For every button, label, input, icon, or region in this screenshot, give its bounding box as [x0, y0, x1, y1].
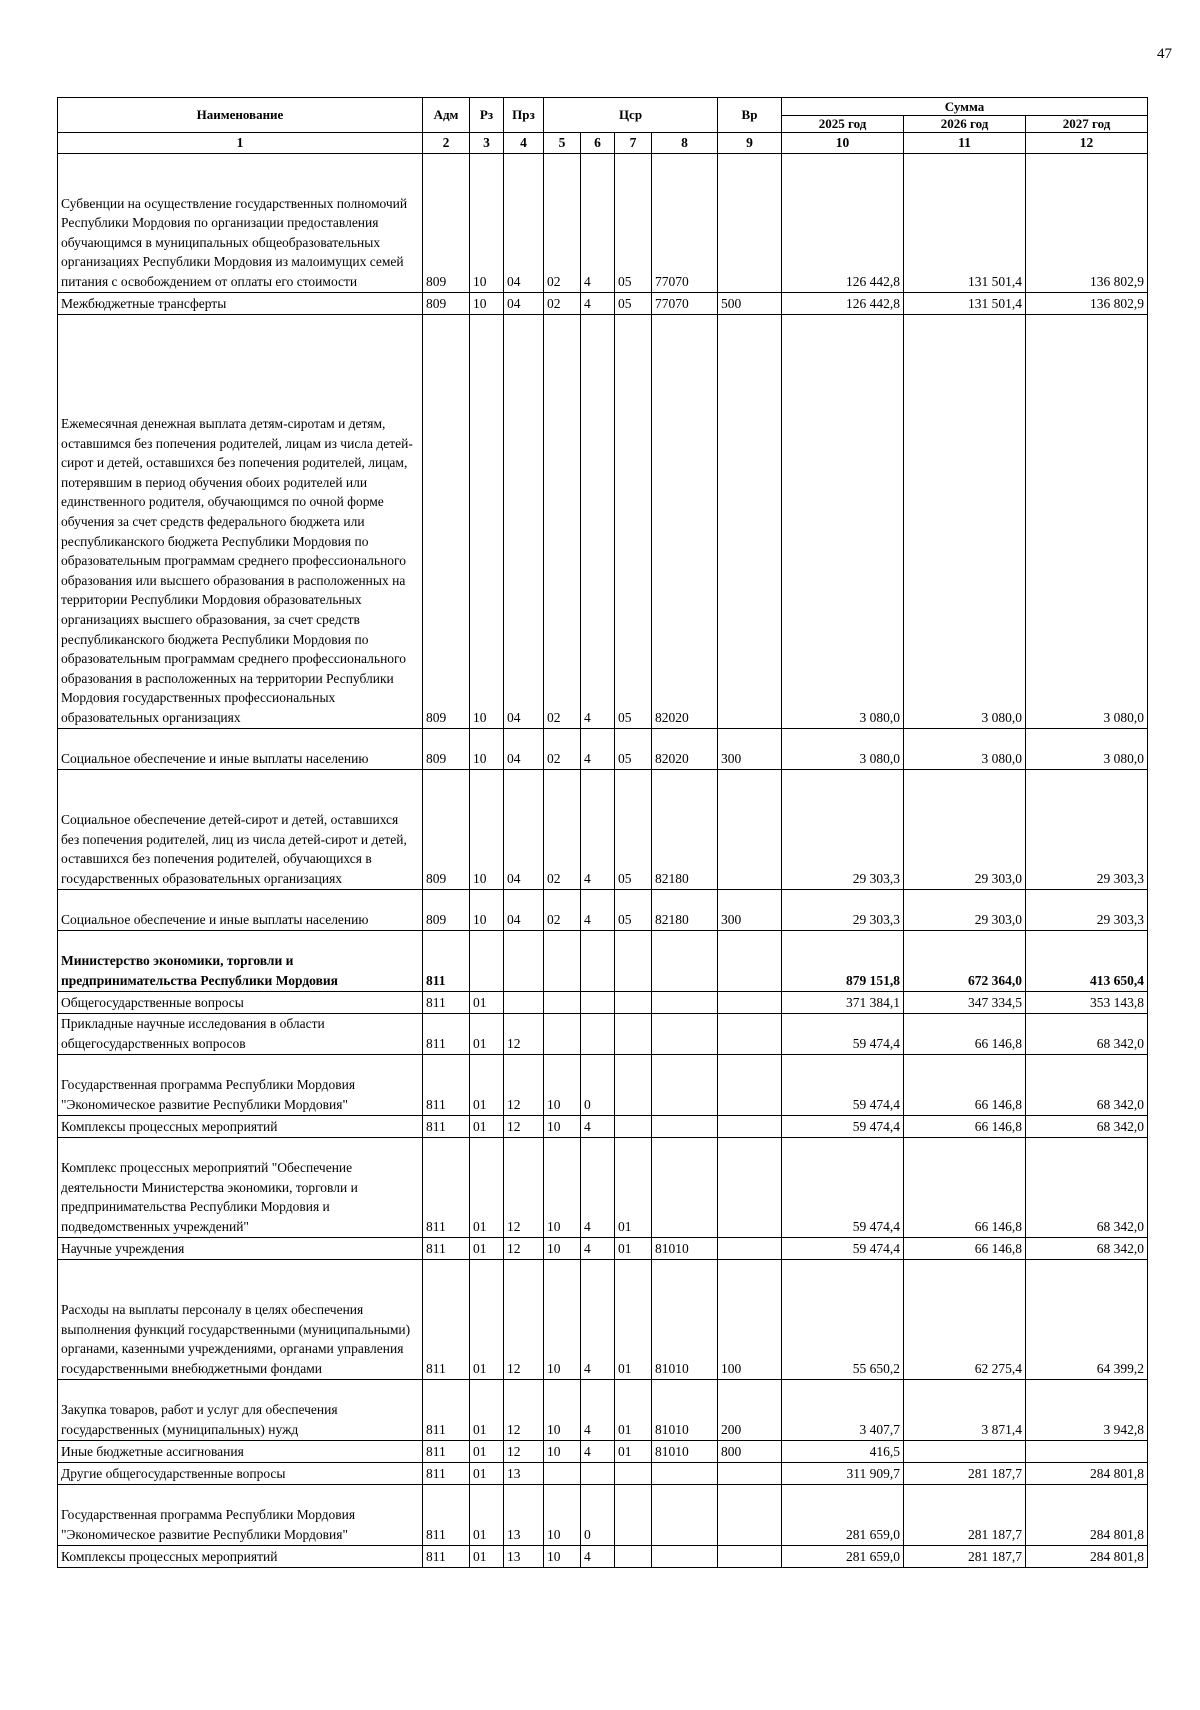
row-tsr-7 — [615, 930, 652, 991]
table-row — [58, 1545, 1148, 1567]
column-number: 2 — [423, 133, 470, 154]
row-name: Иные бюджетные ассигнования — [58, 1440, 423, 1462]
row-adm: 811 — [423, 1137, 470, 1237]
header-prz: Прз — [504, 98, 544, 133]
row-rz: 01 — [470, 1379, 504, 1440]
row-tsr-8 — [652, 930, 718, 991]
row-sum-2027: 3 080,0 — [1026, 728, 1148, 769]
row-rz: 01 — [470, 1054, 504, 1115]
row-rz: 10 — [470, 153, 504, 292]
row-tsr-6: 4 — [581, 314, 615, 728]
row-name: Комплексы процессных мероприятий — [58, 1545, 423, 1567]
budget-table — [57, 97, 1148, 1568]
row-sum-2025: 311 909,7 — [782, 1462, 904, 1484]
row-sum-2025: 281 659,0 — [782, 1484, 904, 1545]
header-year-2027: 2027 год — [1026, 116, 1148, 133]
row-tsr-6 — [581, 930, 615, 991]
header-rz: Рз — [470, 98, 504, 133]
row-tsr-8: 81010 — [652, 1237, 718, 1259]
column-number: 11 — [904, 133, 1026, 154]
row-rz: 01 — [470, 991, 504, 1013]
row-tsr-7 — [615, 1054, 652, 1115]
row-tsr-7: 01 — [615, 1379, 652, 1440]
row-tsr-8 — [652, 1462, 718, 1484]
row-prz: 12 — [504, 1237, 544, 1259]
row-sum-2027: 136 802,9 — [1026, 292, 1148, 314]
row-adm: 811 — [423, 1259, 470, 1379]
row-tsr-8: 82020 — [652, 314, 718, 728]
row-prz: 04 — [504, 314, 544, 728]
row-vr — [718, 1237, 782, 1259]
row-tsr-7: 05 — [615, 728, 652, 769]
row-prz: 13 — [504, 1484, 544, 1545]
row-prz: 04 — [504, 728, 544, 769]
column-number: 3 — [470, 133, 504, 154]
row-sum-2027: 413 650,4 — [1026, 930, 1148, 991]
row-tsr-5: 02 — [544, 769, 581, 889]
row-vr — [718, 1545, 782, 1567]
row-prz: 04 — [504, 889, 544, 930]
column-number: 12 — [1026, 133, 1148, 154]
row-sum-2027: 68 342,0 — [1026, 1013, 1148, 1054]
row-rz: 01 — [470, 1462, 504, 1484]
row-rz: 01 — [470, 1484, 504, 1545]
row-rz: 01 — [470, 1013, 504, 1054]
row-adm: 811 — [423, 1462, 470, 1484]
table-row — [58, 991, 1148, 1013]
row-sum-2027: 68 342,0 — [1026, 1137, 1148, 1237]
row-sum-2026: 29 303,0 — [904, 769, 1026, 889]
row-vr: 300 — [718, 728, 782, 769]
row-prz: 13 — [504, 1545, 544, 1567]
row-name: Прикладные научные исследования в области общегосударственных вопросов — [58, 1013, 423, 1054]
row-tsr-6: 0 — [581, 1484, 615, 1545]
row-vr — [718, 991, 782, 1013]
row-rz: 01 — [470, 1115, 504, 1137]
row-adm: 811 — [423, 1013, 470, 1054]
row-sum-2027: 284 801,8 — [1026, 1545, 1148, 1567]
row-sum-2026: 66 146,8 — [904, 1115, 1026, 1137]
row-name: Государственная программа Республики Мордовия "Экономическое развитие Республики Мордовия" — [58, 1054, 423, 1115]
row-sum-2026: 3 080,0 — [904, 728, 1026, 769]
row-sum-2026 — [904, 1440, 1026, 1462]
row-sum-2027: 29 303,3 — [1026, 889, 1148, 930]
row-tsr-5: 10 — [544, 1259, 581, 1379]
row-tsr-8 — [652, 991, 718, 1013]
row-tsr-6: 4 — [581, 769, 615, 889]
row-tsr-8: 81010 — [652, 1379, 718, 1440]
row-sum-2027: 29 303,3 — [1026, 769, 1148, 889]
row-sum-2025: 59 474,4 — [782, 1237, 904, 1259]
row-adm: 809 — [423, 153, 470, 292]
row-vr: 300 — [718, 889, 782, 930]
table-row — [58, 1440, 1148, 1462]
table-body — [58, 153, 1148, 1567]
row-tsr-6: 4 — [581, 889, 615, 930]
row-sum-2025: 59 474,4 — [782, 1013, 904, 1054]
row-tsr-8: 77070 — [652, 153, 718, 292]
row-tsr-7: 05 — [615, 292, 652, 314]
row-tsr-5 — [544, 1462, 581, 1484]
table-row — [58, 292, 1148, 314]
row-tsr-8: 82180 — [652, 889, 718, 930]
row-sum-2025: 3 080,0 — [782, 728, 904, 769]
row-prz: 04 — [504, 292, 544, 314]
column-number-row — [58, 133, 1148, 154]
row-rz: 10 — [470, 292, 504, 314]
table-row — [58, 1137, 1148, 1237]
row-sum-2026: 66 146,8 — [904, 1137, 1026, 1237]
row-name: Межбюджетные трансферты — [58, 292, 423, 314]
row-tsr-7: 01 — [615, 1440, 652, 1462]
row-tsr-5: 02 — [544, 889, 581, 930]
row-tsr-7: 01 — [615, 1137, 652, 1237]
column-number: 8 — [652, 133, 718, 154]
row-vr — [718, 769, 782, 889]
row-name: Комплекс процессных мероприятий "Обеспечение деятельности Министерства экономики, торговли и предпринимательства Республики Мордовия и подведомственных учреждений" — [58, 1137, 423, 1237]
header-tsr: Цср — [544, 98, 718, 133]
row-tsr-5 — [544, 930, 581, 991]
row-adm: 811 — [423, 1545, 470, 1567]
row-sum-2026: 29 303,0 — [904, 889, 1026, 930]
row-name: Министерство экономики, торговли и предпринимательства Республики Мордовия — [58, 930, 423, 991]
column-number: 10 — [782, 133, 904, 154]
row-adm: 811 — [423, 1379, 470, 1440]
row-prz: 12 — [504, 1054, 544, 1115]
row-rz: 10 — [470, 769, 504, 889]
row-sum-2027: 3 942,8 — [1026, 1379, 1148, 1440]
table-row — [58, 1115, 1148, 1137]
row-vr — [718, 1462, 782, 1484]
row-tsr-8 — [652, 1115, 718, 1137]
row-sum-2026: 66 146,8 — [904, 1237, 1026, 1259]
row-tsr-8: 82020 — [652, 728, 718, 769]
row-sum-2027: 353 143,8 — [1026, 991, 1148, 1013]
row-rz: 01 — [470, 1259, 504, 1379]
table-row — [58, 1013, 1148, 1054]
row-adm: 809 — [423, 292, 470, 314]
row-sum-2025: 3 407,7 — [782, 1379, 904, 1440]
header-adm: Адм — [423, 98, 470, 133]
table-row — [58, 889, 1148, 930]
row-name: Субвенции на осуществление государственных полномочий Республики Мордовия по организации предоставления обучающимся в муниципальных общеобразовательных организациях Республики Мордовия из малоимущих семей питания с освобождением от оплаты его стоимости — [58, 153, 423, 292]
row-vr — [718, 314, 782, 728]
row-sum-2027 — [1026, 1440, 1148, 1462]
row-tsr-8 — [652, 1013, 718, 1054]
row-sum-2026: 62 275,4 — [904, 1259, 1026, 1379]
row-rz: 01 — [470, 1545, 504, 1567]
row-tsr-6: 4 — [581, 728, 615, 769]
row-rz: 01 — [470, 1440, 504, 1462]
row-vr — [718, 1115, 782, 1137]
row-tsr-5: 10 — [544, 1115, 581, 1137]
row-rz: 10 — [470, 889, 504, 930]
row-vr: 200 — [718, 1379, 782, 1440]
row-sum-2027: 136 802,9 — [1026, 153, 1148, 292]
row-sum-2026: 3 080,0 — [904, 314, 1026, 728]
table-row — [58, 930, 1148, 991]
row-sum-2025: 3 080,0 — [782, 314, 904, 728]
row-sum-2027: 3 080,0 — [1026, 314, 1148, 728]
header-name: Наименование — [58, 98, 423, 133]
row-vr — [718, 1013, 782, 1054]
row-prz: 12 — [504, 1013, 544, 1054]
row-rz: 01 — [470, 1137, 504, 1237]
row-tsr-6 — [581, 1013, 615, 1054]
row-sum-2026: 66 146,8 — [904, 1013, 1026, 1054]
header-sum: Сумма — [782, 98, 1148, 116]
row-prz: 12 — [504, 1115, 544, 1137]
row-sum-2027: 284 801,8 — [1026, 1484, 1148, 1545]
column-number: 9 — [718, 133, 782, 154]
header-year-2026: 2026 год — [904, 116, 1026, 133]
table-row — [58, 1462, 1148, 1484]
row-adm: 811 — [423, 1440, 470, 1462]
table-row — [58, 1237, 1148, 1259]
row-tsr-6: 4 — [581, 1379, 615, 1440]
row-sum-2026: 347 334,5 — [904, 991, 1026, 1013]
row-sum-2025: 59 474,4 — [782, 1137, 904, 1237]
row-adm: 811 — [423, 1484, 470, 1545]
row-rz: 10 — [470, 314, 504, 728]
row-tsr-7 — [615, 1013, 652, 1054]
row-sum-2025: 55 650,2 — [782, 1259, 904, 1379]
row-tsr-8 — [652, 1054, 718, 1115]
row-tsr-6: 4 — [581, 1259, 615, 1379]
row-tsr-6: 4 — [581, 153, 615, 292]
row-tsr-5: 10 — [544, 1484, 581, 1545]
row-tsr-7: 05 — [615, 314, 652, 728]
row-sum-2025: 29 303,3 — [782, 769, 904, 889]
row-vr — [718, 1054, 782, 1115]
row-adm: 811 — [423, 1115, 470, 1137]
row-vr: 500 — [718, 292, 782, 314]
row-prz: 12 — [504, 1379, 544, 1440]
row-sum-2025: 59 474,4 — [782, 1115, 904, 1137]
row-tsr-7: 01 — [615, 1259, 652, 1379]
row-sum-2025: 281 659,0 — [782, 1545, 904, 1567]
table-row — [58, 314, 1148, 728]
row-sum-2027: 284 801,8 — [1026, 1462, 1148, 1484]
row-name: Закупка товаров, работ и услуг для обеспечения государственных (муниципальных) нужд — [58, 1379, 423, 1440]
row-tsr-5: 10 — [544, 1440, 581, 1462]
row-tsr-8 — [652, 1484, 718, 1545]
row-rz: 01 — [470, 1237, 504, 1259]
row-prz: 12 — [504, 1440, 544, 1462]
row-tsr-6: 4 — [581, 1440, 615, 1462]
row-rz: 10 — [470, 728, 504, 769]
row-tsr-7: 05 — [615, 153, 652, 292]
row-tsr-8: 81010 — [652, 1440, 718, 1462]
row-prz — [504, 991, 544, 1013]
row-tsr-7 — [615, 1462, 652, 1484]
row-sum-2025: 371 384,1 — [782, 991, 904, 1013]
row-tsr-6 — [581, 991, 615, 1013]
row-sum-2027: 68 342,0 — [1026, 1115, 1148, 1137]
row-tsr-8: 81010 — [652, 1259, 718, 1379]
row-tsr-7 — [615, 991, 652, 1013]
row-sum-2026: 3 871,4 — [904, 1379, 1026, 1440]
row-name: Социальное обеспечение детей-сирот и детей, оставшихся без попечения родителей, лиц из числа детей-сирот и детей, оставшихся без попечения родителей, обучающихся в государственных образовательных организациях — [58, 769, 423, 889]
row-adm: 809 — [423, 314, 470, 728]
row-tsr-7: 05 — [615, 769, 652, 889]
table-row — [58, 1054, 1148, 1115]
table-row — [58, 153, 1148, 292]
row-tsr-5: 02 — [544, 292, 581, 314]
row-name: Социальное обеспечение и иные выплаты населению — [58, 889, 423, 930]
row-sum-2025: 126 442,8 — [782, 292, 904, 314]
row-sum-2025: 59 474,4 — [782, 1054, 904, 1115]
row-sum-2026: 281 187,7 — [904, 1545, 1026, 1567]
row-adm: 811 — [423, 991, 470, 1013]
row-vr — [718, 930, 782, 991]
row-adm: 811 — [423, 1237, 470, 1259]
row-sum-2026: 281 187,7 — [904, 1462, 1026, 1484]
row-tsr-5 — [544, 991, 581, 1013]
row-name: Ежемесячная денежная выплата детям-сиротам и детям, оставшимся без попечения родителей, лицам из числа детей-сирот и детей, оставшихся без попечения родителей, лицам, потерявшим в период обучения обоих родителей или единственного родителя, обучающимся по очной форме обучения за счет средств федерального бюджета или республиканского бюджета Республики Мордовия по образовательным программам среднего профессионального образования или высшего образования в расположенных на территории Республики Мордовия образовательных организациях высшего образования, за счет средств республиканского бюджета Республики Мордовия по образовательным программам среднего профессионального образования в расположенных на территории Республики Мордовия государственных профессиональных образовательных организациях — [58, 314, 423, 728]
row-sum-2026: 131 501,4 — [904, 153, 1026, 292]
row-adm: 809 — [423, 728, 470, 769]
row-sum-2025: 416,5 — [782, 1440, 904, 1462]
row-tsr-5: 10 — [544, 1237, 581, 1259]
row-tsr-7 — [615, 1115, 652, 1137]
row-tsr-6: 4 — [581, 1137, 615, 1237]
row-tsr-6: 0 — [581, 1054, 615, 1115]
row-sum-2027: 68 342,0 — [1026, 1237, 1148, 1259]
header-vr: Вр — [718, 98, 782, 133]
row-name: Социальное обеспечение и иные выплаты населению — [58, 728, 423, 769]
row-tsr-8: 77070 — [652, 292, 718, 314]
row-tsr-5: 10 — [544, 1054, 581, 1115]
row-prz: 13 — [504, 1462, 544, 1484]
row-prz: 04 — [504, 769, 544, 889]
row-tsr-6 — [581, 1462, 615, 1484]
row-tsr-5: 10 — [544, 1545, 581, 1567]
row-tsr-7 — [615, 1484, 652, 1545]
row-name: Расходы на выплаты персоналу в целях обеспечения выполнения функций государственными (муниципальными) органами, казенными учреждениями, органами управления государственными внебюджетными фондами — [58, 1259, 423, 1379]
row-prz: 04 — [504, 153, 544, 292]
column-number: 4 — [504, 133, 544, 154]
row-tsr-7: 01 — [615, 1237, 652, 1259]
row-vr — [718, 153, 782, 292]
row-adm: 811 — [423, 1054, 470, 1115]
column-number: 7 — [615, 133, 652, 154]
row-name: Научные учреждения — [58, 1237, 423, 1259]
row-tsr-6: 4 — [581, 1545, 615, 1567]
table-row — [58, 1484, 1148, 1545]
row-tsr-7: 05 — [615, 889, 652, 930]
row-name: Другие общегосударственные вопросы — [58, 1462, 423, 1484]
row-name: Общегосударственные вопросы — [58, 991, 423, 1013]
table-row — [58, 769, 1148, 889]
row-vr — [718, 1137, 782, 1237]
row-vr: 100 — [718, 1259, 782, 1379]
row-rz — [470, 930, 504, 991]
row-adm: 811 — [423, 930, 470, 991]
row-sum-2026: 672 364,0 — [904, 930, 1026, 991]
row-tsr-7 — [615, 1545, 652, 1567]
row-sum-2026: 131 501,4 — [904, 292, 1026, 314]
page-number: 47 — [1157, 46, 1172, 62]
row-prz — [504, 930, 544, 991]
table-row — [58, 728, 1148, 769]
row-sum-2025: 29 303,3 — [782, 889, 904, 930]
row-prz: 12 — [504, 1259, 544, 1379]
row-adm: 809 — [423, 889, 470, 930]
row-name: Комплексы процессных мероприятий — [58, 1115, 423, 1137]
row-tsr-8: 82180 — [652, 769, 718, 889]
row-sum-2025: 126 442,8 — [782, 153, 904, 292]
row-tsr-8 — [652, 1545, 718, 1567]
row-tsr-6: 4 — [581, 1237, 615, 1259]
row-tsr-5: 10 — [544, 1379, 581, 1440]
row-tsr-5: 02 — [544, 728, 581, 769]
header-year-2025: 2025 год — [782, 116, 904, 133]
column-number: 1 — [58, 133, 423, 154]
row-prz: 12 — [504, 1137, 544, 1237]
row-sum-2026: 66 146,8 — [904, 1054, 1026, 1115]
row-vr: 800 — [718, 1440, 782, 1462]
row-tsr-5: 02 — [544, 314, 581, 728]
row-tsr-6: 4 — [581, 292, 615, 314]
row-sum-2027: 64 399,2 — [1026, 1259, 1148, 1379]
row-tsr-5: 10 — [544, 1137, 581, 1237]
row-tsr-5 — [544, 1013, 581, 1054]
row-adm: 809 — [423, 769, 470, 889]
row-sum-2027: 68 342,0 — [1026, 1054, 1148, 1115]
table-row — [58, 1259, 1148, 1379]
row-sum-2026: 281 187,7 — [904, 1484, 1026, 1545]
column-number: 6 — [581, 133, 615, 154]
column-number: 5 — [544, 133, 581, 154]
row-tsr-8 — [652, 1137, 718, 1237]
row-vr — [718, 1484, 782, 1545]
table-row — [58, 1379, 1148, 1440]
row-sum-2025: 879 151,8 — [782, 930, 904, 991]
row-name: Государственная программа Республики Мордовия "Экономическое развитие Республики Мордовия" — [58, 1484, 423, 1545]
row-tsr-5: 02 — [544, 153, 581, 292]
row-tsr-6: 4 — [581, 1115, 615, 1137]
